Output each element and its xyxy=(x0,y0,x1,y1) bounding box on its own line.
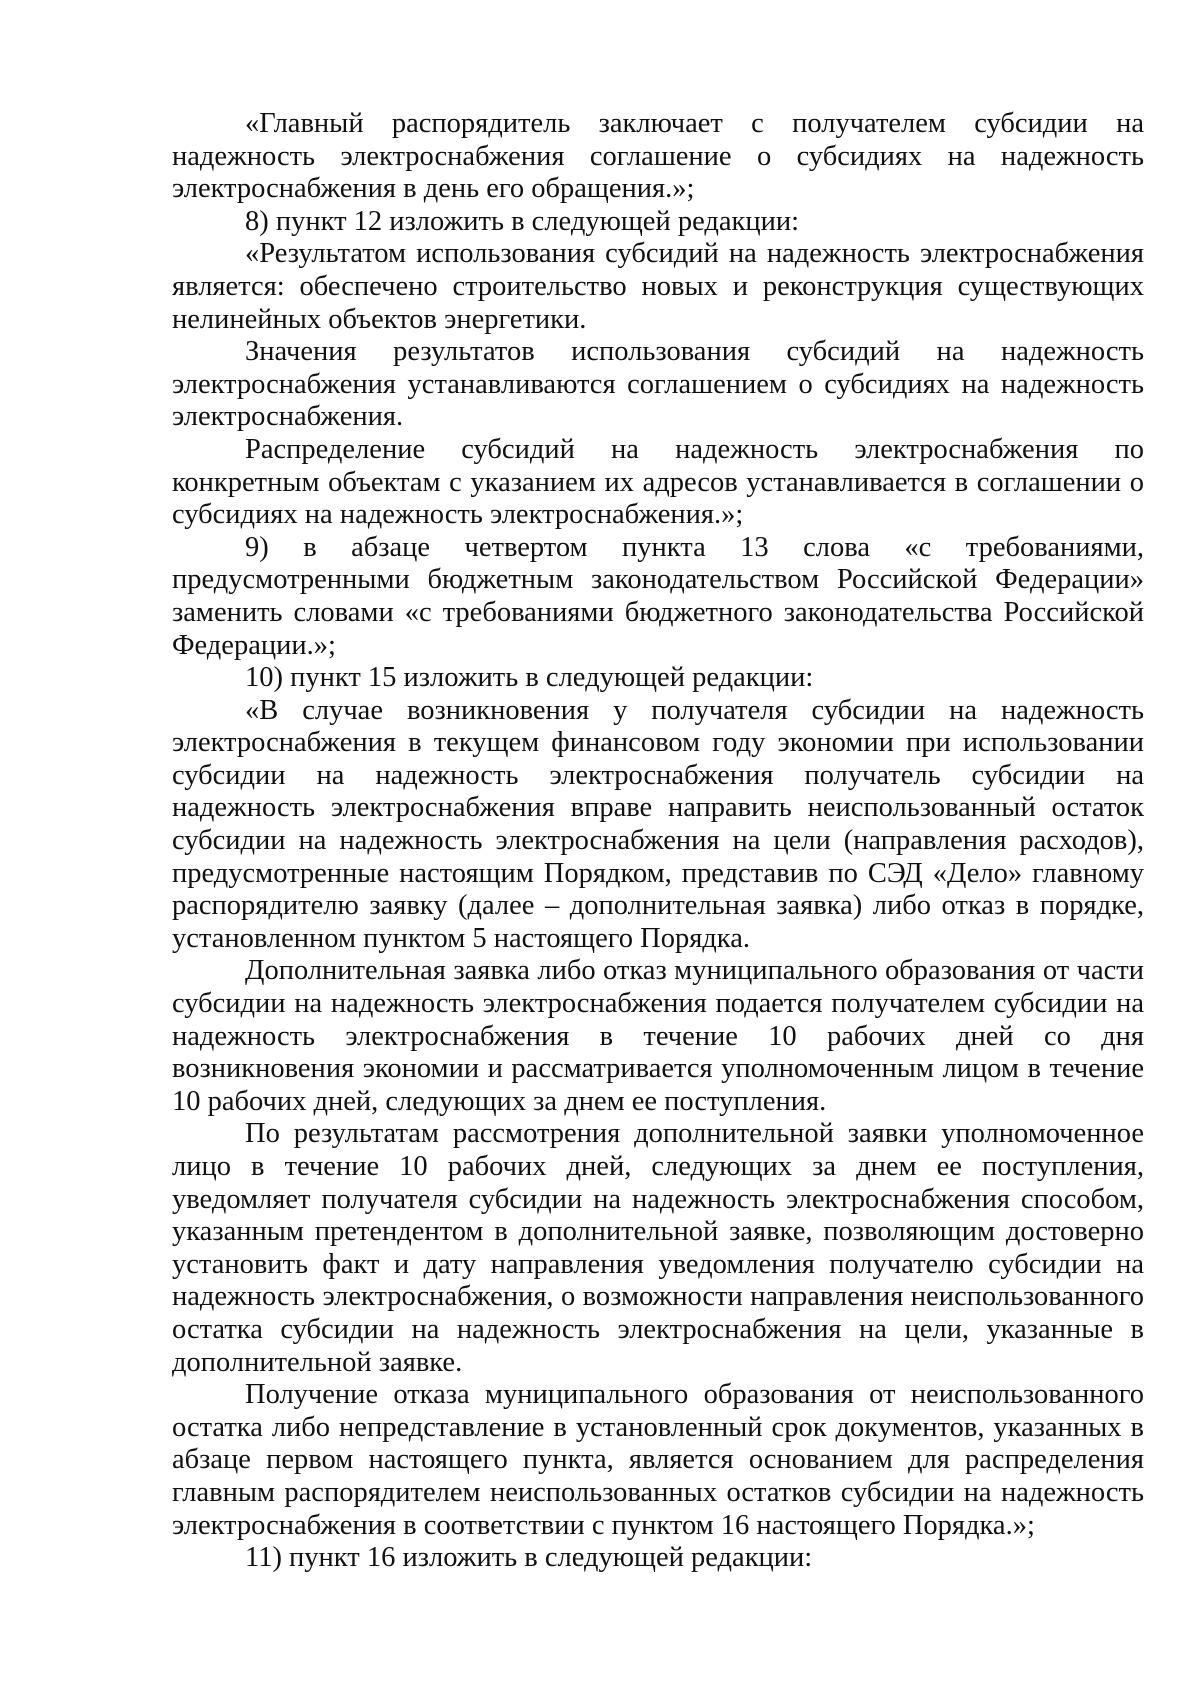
document-body xyxy=(172,108,1144,1575)
paragraph-agreement-quote: «Главный распорядитель заключает с получателем субсидии на надежность электроснабжения соглашение о субсидиях на надежность электроснабжения в день его обращения.»; xyxy=(172,108,1144,205)
paragraph-result-definition: «Результатом использования субсидий на надежность электроснабжения является: обеспечено строительство новых и реконструкция существующих нелинейных объектов энергетики. xyxy=(172,238,1144,335)
paragraph-distribution: Распределение субсидий на надежность электроснабжения по конкретным объектам с указанием их адресов устанавливается в соглашении о субсидиях на надежность электроснабжения.»; xyxy=(172,433,1144,531)
paragraph-result-values: Значения результатов использования субсидий на надежность электроснабжения устанавливаются соглашением о субсидиях на надежность электроснабжения. xyxy=(172,336,1144,433)
paragraph-review-results: По результатам рассмотрения дополнительной заявки уполномоченное лицо в течение 10 рабочих дней, следующих за днем ее поступления, уведомляет получателя субсидии на надежность электроснабжения способом, указанным претендентом в дополнительной заявке, позволяющим достоверно установить факт и дату направления уведомления получателю субсидии на надежность электроснабжения, о возможности направления неиспользованного остатка субсидии на надежность электроснабжения на цели, указанные в дополнительной заявке. xyxy=(172,1118,1144,1378)
paragraph-additional-request: Дополнительная заявка либо отказ муниципального образования от части субсидии на надежность электроснабжения подается получателем субсидии на надежность электроснабжения в течение 10 рабочих дней со дня возникновения экономии и рассматривается уполномоченным лицом в течение 10 рабочих дней, следующих за днем ее поступления. xyxy=(172,955,1144,1117)
paragraph-savings-case: «В случае возникновения у получателя субсидии на надежность электроснабжения в текущем финансовом году экономии при использовании субсидии на надежность электроснабжения получатель субсидии на надежность электроснабжения вправе направить неиспользованный остаток субсидии на надежность электроснабжения на цели (направления расходов), предусмотренные настоящим Порядком, представив по СЭД «Дело» главному распорядителю заявку (далее – дополнительная заявка) либо отказ в порядке, установленном пунктом 5 настоящего Порядка. xyxy=(172,694,1144,954)
paragraph-item-9: 9) в абзаце четвертом пункта 13 слова «с требованиями, предусмотренными бюджетным законодательством Российской Федерации» заменить словами «с требованиями бюджетного законодательства Российской Федерации.»; xyxy=(172,531,1144,661)
paragraph-item-10: 10) пункт 15 изложить в следующей редакции: xyxy=(245,662,814,694)
paragraph-item-8: 8) пункт 12 изложить в следующей редакции: xyxy=(245,205,800,237)
paragraph-refusal: Получение отказа муниципального образования от неиспользованного остатка либо непредставление в установленный срок документов, указанных в абзаце первом настоящего пункта, является основанием для распределения главным распорядителем неиспользованных остатков субсидии на надежность электроснабжения в соответствии с пунктом 16 настоящего Порядка.»; xyxy=(172,1379,1144,1541)
paragraph-item-11: 11) пункт 16 изложить в следующей редакции: xyxy=(245,1542,813,1574)
